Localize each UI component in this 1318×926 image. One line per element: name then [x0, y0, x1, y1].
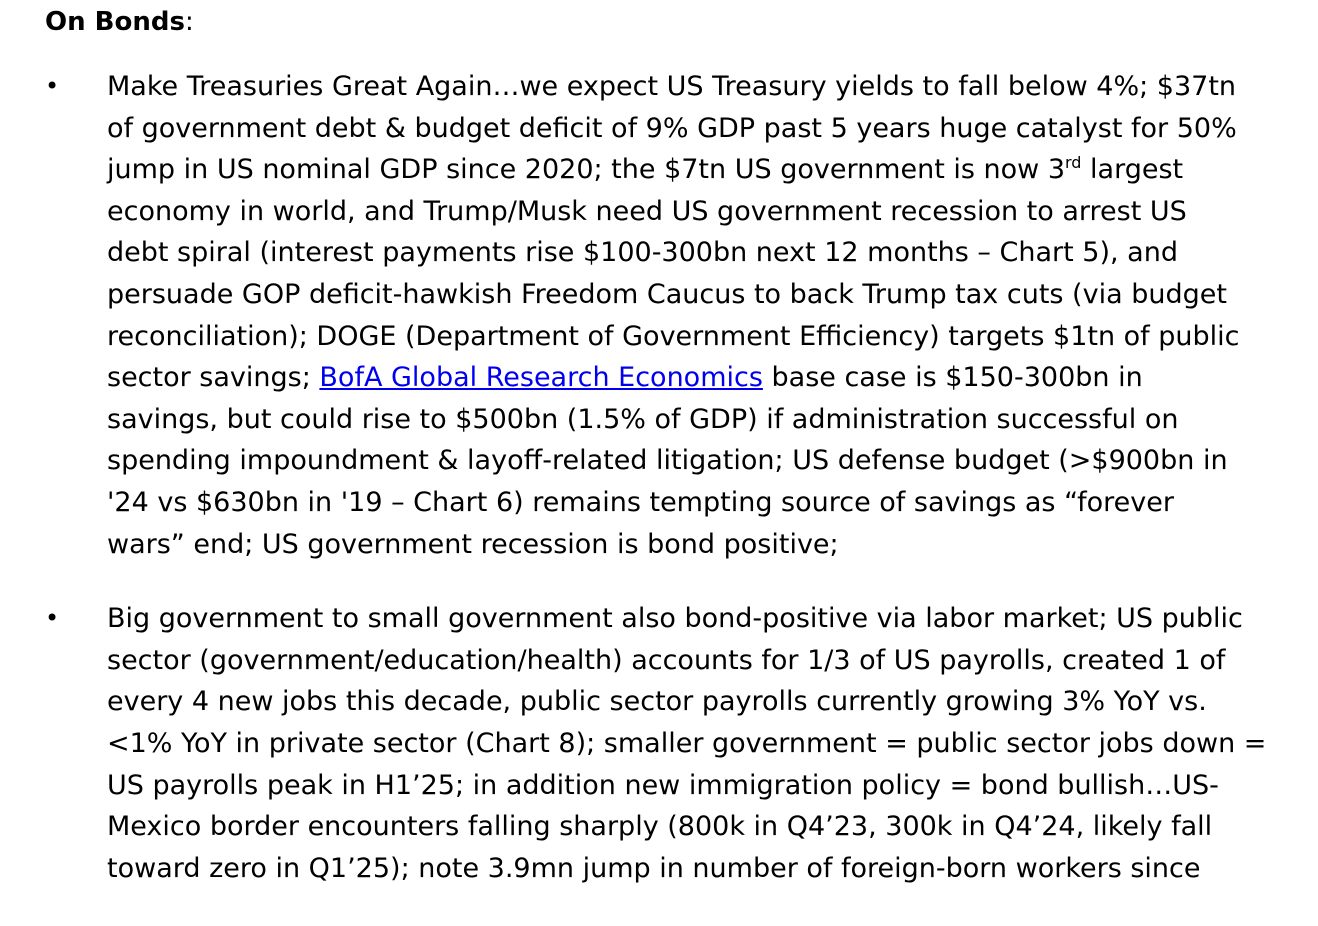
- text-line: [107, 149, 1287, 191]
- text-line: Mexico border encounters falling sharply (800k in Q4’23, 300k in Q4’24, likely fall: [107, 811, 1213, 843]
- text-line: of government debt & budget deficit of 9% GDP past 5 years huge catalyst for 50%: [107, 112, 1237, 144]
- text-line: Big government to small government also bond-positive via labor market; US public: [107, 603, 1243, 635]
- text-line: <1% YoY in private sector (Chart 8); smaller government = public sector jobs down =: [107, 727, 1267, 759]
- bullet-text: [107, 598, 1287, 889]
- bullet-dot-icon: •: [45, 72, 60, 100]
- section-heading-colon: :: [184, 7, 194, 37]
- text-line: economy in world, and Trump/Musk need US government recession to arrest US: [107, 195, 1187, 227]
- text-line: spending impoundment & layoff-related litigation; US defense budget (>$900bn in: [107, 445, 1228, 477]
- ordinal-superscript: rd: [1065, 153, 1082, 173]
- text-line: persuade GOP deficit-hawkish Freedom Caucus to back Trump tax cuts (via budget: [107, 278, 1227, 310]
- text-line: [107, 357, 1287, 399]
- bullet-dot-icon: •: [45, 604, 60, 633]
- text-segment: largest: [1081, 154, 1184, 186]
- text-line: sector (government/education/health) accounts for 1/3 of US payrolls, created 1 of: [107, 644, 1226, 676]
- bullet-text: [107, 66, 1287, 565]
- text-line: toward zero in Q1’25); note 3.9mn jump in number of foreign-born workers since: [107, 852, 1201, 884]
- text-segment: jump in US nominal GDP since 2020; the $7tn US government is now 3: [107, 154, 1065, 186]
- bofa-research-economics-link[interactable]: BofA Global Research Economics: [319, 362, 763, 394]
- text-line: US payrolls peak in H1’25; in addition new immigration policy = bond bullish…US-: [107, 769, 1219, 801]
- text-line: Make Treasuries Great Again…we expect US Treasury yields to fall below 4%; $37tn: [107, 71, 1237, 102]
- text-line: reconciliation); DOGE (Department of Government Efficiency) targets $1tn of public: [107, 320, 1240, 352]
- text-segment: base case is $150-300bn in: [762, 362, 1143, 394]
- bullet-item-treasuries: [45, 66, 1287, 565]
- bullet-list: [45, 66, 1318, 889]
- text-segment: sector savings;: [107, 362, 320, 394]
- text-line: wars” end; US government recession is bond positive;: [107, 528, 839, 560]
- text-line: debt spiral (interest payments rise $100-300bn next 12 months – Chart 5), and: [107, 237, 1178, 269]
- text-line: '24 vs $630bn in '19 – Chart 6) remains tempting source of savings as “forever: [107, 486, 1174, 518]
- section-heading: [45, 2, 1318, 42]
- text-line: every 4 new jobs this decade, public sector payrolls currently growing 3% YoY vs.: [107, 686, 1207, 718]
- text-line: savings, but could rise to $500bn (1.5% of GDP) if administration successful on: [107, 403, 1179, 435]
- bullet-item-small-government: [45, 598, 1287, 889]
- section-heading-title: On Bonds: [45, 7, 185, 37]
